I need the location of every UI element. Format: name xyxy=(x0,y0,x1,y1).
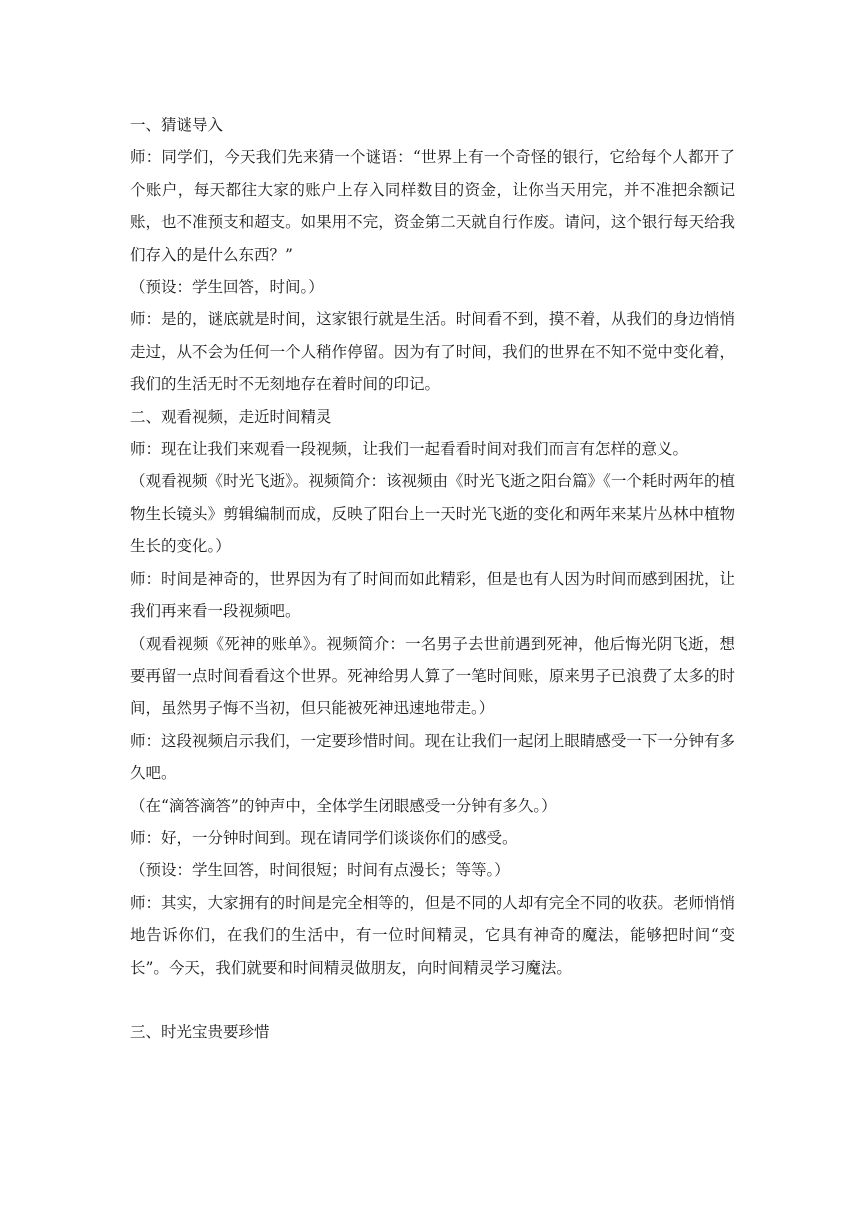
paragraph: 师：好，一分钟时间到。现在请同学们谈谈你们的感受。 xyxy=(130,828,518,847)
paragraph: （观看视频《时光飞逝》。视频简介：该视频由《时光飞逝之阳台篇》《一个耗时两年的植物生长镜头》剪辑编制而成，反映了阳台上一天时光飞逝的变化和两年来某片丛林中植物生长的变化。） xyxy=(130,472,735,556)
paragraph: 师：时间是神奇的，世界因为有了时间而如此精彩，但是也有人因为时间而感到困扰，让我们再来看一段视频吧。 xyxy=(130,569,735,621)
paragraph: （预设：学生回答，时间。） xyxy=(130,278,324,297)
paragraph: 师：其实，大家拥有的时间是完全相等的，但是不同的人却有完全不同的收获。老师悄悄地告诉你们，在我们的生活中，有一位时间精灵，它具有神奇的魔法，能够把时间“变长”。今天，我们就要和时间精灵做朋友，向时间精灵学习魔法。 xyxy=(130,893,735,977)
paragraph: （预设：学生回答，时间很短；时间有点漫长；等等。） xyxy=(130,861,510,880)
paragraph: （在“滴答滴答”的钟声中，全体学生闭眼感受一分钟有多久。） xyxy=(130,796,557,815)
paragraph: （观看视频《死神的账单》。视频简介：一名男子去世前遇到死神，他后悔光阴飞逝，想要再留一点时间看看这个世界。死神给男人算了一笔时间账，原来男子已浪费了太多的时间，虽然男子悔不当初，但只能被死神迅速地带走。） xyxy=(130,634,735,718)
paragraph: 师：同学们，今天我们先来猜一个谜语：“世界上有一个奇怪的银行，它给每个人都开了个账户，每天都往大家的账户上存入同样数目的资金，让你当天用完，并不准把余额记账，也不准预支和超支。如果用不完，资金第二天就自行作废。请问，这个银行每天给我们存入的是什么东西？” xyxy=(130,148,735,264)
paragraph: 师：这段视频启示我们，一定要珍惜时间。现在让我们一起闭上眼睛感受一下一分钟有多久吧。 xyxy=(130,731,735,783)
paragraph: 师：现在让我们来观看一段视频，让我们一起看看时间对我们而言有怎样的意义。 xyxy=(130,440,689,459)
document-body xyxy=(130,109,735,1048)
section-heading-riddle: 一、猜谜导入 xyxy=(130,116,224,134)
section-heading-cherish: 三、时光宝贵要珍惜 xyxy=(130,1022,270,1041)
section-heading-video: 二、观看视频，走近时间精灵 xyxy=(130,407,332,426)
paragraph: 师：是的，谜底就是时间，这家银行就是生活。时间看不到，摸不着，从我们的身边悄悄走过，从不会为任何一个人稍作停留。因为有了时间，我们的世界在不知不觉中变化着，我们的生活无时不无刻地存在着时间的印记。 xyxy=(130,310,735,394)
